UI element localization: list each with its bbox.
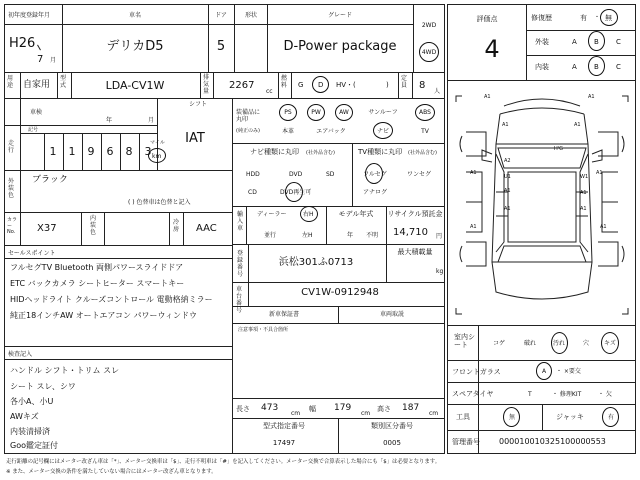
damage-label-5: A2 — [504, 158, 511, 164]
load-unit: kg — [436, 268, 444, 275]
jack-value-circle — [602, 407, 619, 427]
type-approval-label: 型式指定番号 — [263, 422, 305, 430]
sales-points-title: セールスポイント — [8, 250, 56, 257]
mileage-digit-4: 6 — [106, 145, 114, 158]
navi-dvd: DVD — [289, 171, 303, 178]
mileage-digit-6: 3 — [144, 145, 152, 158]
score-label: 評価点 — [476, 15, 498, 23]
damage-label-6: A1 — [470, 170, 477, 176]
interior-label: 内装 — [535, 63, 549, 71]
capacity-label: 定員 — [401, 75, 408, 89]
damage-label-hg: H'G — [554, 146, 564, 152]
capacity-unit: 人 — [434, 88, 441, 95]
mileage-digit-5: 8 — [125, 145, 133, 158]
inspector-line-6: Goo鑑定証付 — [10, 441, 58, 450]
mileage-unit-mile: マイル — [150, 140, 165, 146]
registration-year: H26 — [9, 36, 36, 51]
interior-a: A — [572, 63, 577, 71]
repair-label: 修復歴 — [531, 14, 552, 22]
navi-title: ナビ種類に丸印 — [250, 148, 299, 156]
damage-label-1: A1 — [484, 94, 491, 100]
tools-value: 無 — [509, 414, 516, 421]
seat-burn: コゲ — [493, 340, 506, 347]
registration-month: 7 — [37, 54, 44, 65]
spare-tire-t: T — [528, 391, 532, 398]
length-value: 473 — [261, 403, 279, 413]
model-year-suffix: 年 — [347, 232, 354, 239]
equipment-aw-circle — [335, 104, 353, 121]
model-label: 型式 — [60, 75, 67, 89]
repair-no-circle — [600, 9, 618, 26]
drive-2wd: 2WD — [421, 22, 437, 29]
width-value: 179 — [334, 403, 352, 413]
equipment-pw: PW — [311, 109, 321, 116]
category-label: 類別区分番号 — [371, 422, 413, 430]
mileage-digit-3: 9 — [87, 145, 95, 158]
navi-dvd-playback: DVD再生可 — [280, 189, 312, 196]
exterior-b-circle — [588, 31, 605, 51]
import-dealer: ディーラー — [257, 211, 287, 218]
equipment-sunroof: サンルーフ — [368, 109, 398, 116]
displacement-value: 2267 — [229, 80, 255, 91]
damage-label-15: A1 — [600, 224, 607, 230]
length-label: 長さ — [236, 405, 250, 413]
spare-tire-missing: ・ 欠 — [598, 391, 612, 398]
equipment-abs-circle — [415, 104, 435, 121]
ac-label: 冷房 — [173, 219, 180, 233]
jack-value: 有 — [608, 414, 615, 421]
repair-no: 無 — [605, 14, 612, 22]
score-value: 4 — [484, 35, 500, 63]
inspector-line-1: ハンドル シフト・トリム スレ — [10, 366, 120, 375]
damage-label-13: A1 — [580, 190, 587, 196]
import-label: 輸入車 — [237, 211, 244, 232]
damage-label-2: A1 — [588, 94, 595, 100]
capacity-value: 8 — [419, 80, 426, 91]
mileage-header: 記号 — [28, 127, 39, 133]
seat-tear: 破れ — [524, 340, 537, 347]
category-value: 0005 — [383, 439, 401, 447]
sales-point-line-3: HIDヘッドライト クルーズコントロール 電動格納ミラー — [10, 295, 213, 304]
damage-label-7: U1 — [504, 174, 511, 180]
mileage-label: 走行 — [8, 140, 15, 154]
tv-analog: アナログ — [363, 189, 388, 196]
seat-label: 室内シート — [454, 333, 475, 349]
navi-dvd-playback-circle — [285, 182, 303, 202]
drive-4wd-circle — [419, 42, 439, 62]
navi-cd: CD — [248, 189, 257, 196]
height-unit: cm — [429, 410, 439, 417]
jack-label: ジャッキ — [556, 413, 584, 421]
navi-hdd: HDD — [246, 171, 260, 178]
equipment-ps-circle — [279, 104, 297, 121]
height-value: 187 — [402, 403, 420, 413]
damage-label-14: A1 — [580, 206, 587, 212]
seat-hole: 穴 — [583, 340, 590, 347]
recycle-label: リサイクル預託金 — [387, 210, 443, 218]
tools-value-circle — [503, 407, 520, 427]
plate-label: 登録番号 — [237, 250, 244, 278]
tv-fullseg: フルセグ — [363, 171, 387, 178]
damage-label-8: A1 — [504, 188, 511, 194]
width-unit: cm — [361, 410, 371, 417]
chassis-value: CV1W-0912948 — [301, 287, 379, 298]
fuel-hv: HV・( — [336, 81, 356, 89]
fuel-d-circle — [312, 76, 329, 93]
tv-title: TV種類に丸印 — [358, 148, 403, 156]
sales-point-line-2: ETC バックカメラ シートヒーター スマートキー — [10, 279, 185, 288]
color-label: 外装色 — [8, 178, 15, 199]
load-label: 最大積載量 — [397, 248, 433, 256]
color-value: ブラック — [32, 175, 68, 185]
equipment-tv: TV — [421, 128, 429, 135]
tv-note: (社外品含む) — [408, 150, 437, 156]
exterior-c: C — [616, 38, 621, 46]
exterior-a: A — [572, 38, 577, 46]
inspection-year-label: 年 — [106, 117, 113, 124]
length-unit: cm — [291, 410, 301, 417]
color-change-note: ( ) 色替車は色替と記入 — [128, 199, 191, 206]
name-value: デリカD5 — [106, 39, 164, 54]
month-unit: 月 — [50, 57, 57, 64]
damage-label-10: A1 — [470, 224, 477, 230]
fuel-g: G — [298, 81, 304, 89]
windshield-a: A — [542, 368, 547, 375]
grade-value: D-Power package — [283, 39, 397, 54]
shape-label: 形状 — [244, 12, 258, 19]
equipment-subtitle: (純正のみ) — [236, 128, 260, 134]
equipment-abs: ABS — [419, 109, 431, 116]
inspector-line-2: シート スレ、シワ — [10, 382, 76, 391]
model-year-value: 不明 — [366, 232, 379, 239]
seat-stain: 汚れ — [553, 340, 566, 347]
height-label: 高さ — [377, 405, 391, 413]
seat-stain-circle — [551, 332, 568, 354]
shift-value: IAT — [185, 131, 205, 146]
model-value: LDA-CV1W — [105, 79, 165, 92]
equipment-navi-circle — [373, 122, 393, 139]
windshield-a-circle — [536, 362, 552, 380]
equipment-aw: AW — [339, 109, 349, 116]
fuel-label: 燃料 — [281, 75, 288, 89]
car-diagram — [452, 92, 632, 318]
width-label: 幅 — [309, 405, 316, 413]
inspection-label: 車検 — [30, 109, 43, 116]
shift-label: シフト — [189, 101, 208, 108]
ac-value: AAC — [196, 223, 217, 234]
navi-note: (社外品含む) — [306, 150, 335, 156]
damage-label-12: W1 — [580, 174, 589, 180]
manage-label: 管理番号 — [452, 438, 480, 446]
seat-scratch-circle — [601, 332, 619, 354]
inspection-month-label: 月 — [148, 117, 155, 124]
use-label: 用途 — [7, 75, 14, 89]
registration-label: 初年度登録年月 — [8, 12, 51, 19]
tv-fullseg-circle — [365, 163, 383, 184]
equipment-navi: ナビ — [376, 128, 390, 135]
tools-label: 工具 — [456, 413, 470, 421]
manage-value: 000010010325100000553 — [499, 437, 606, 446]
car-outline-icon — [452, 92, 632, 318]
inspector-title: 検査記入 — [8, 351, 33, 358]
exterior-b: B — [594, 38, 599, 46]
doors-label: ドア — [215, 12, 227, 19]
damage-label-9: A1 — [504, 206, 511, 212]
drive-4wd: 4WD — [421, 49, 437, 56]
interior-b-circle — [588, 56, 605, 76]
tv-oneseg: ワンセグ — [407, 171, 432, 178]
fuel-hv-close: ) — [386, 81, 389, 89]
import-left-handle: 左H — [302, 232, 313, 239]
footer-line-2: ※ また、メーター交換の条件を満たしていない場合にはメーター改ざん車となります。 — [6, 469, 217, 475]
sales-point-line-1: フルセグTV Bluetooth 両側パワースライドドア — [10, 263, 184, 272]
chassis-label: 車台番号 — [236, 286, 243, 314]
model-year-label: モデル年式 — [338, 210, 374, 218]
exterior-label: 外装 — [535, 38, 549, 46]
import-parallel: 並行 — [264, 232, 277, 239]
manual-label: 車両取説 — [379, 311, 405, 318]
spare-tire-label: スペアタイヤ — [452, 390, 494, 398]
equipment-leather: 本革 — [281, 128, 295, 135]
windshield-replace: ・ ×要交 — [556, 368, 581, 375]
grade-label: グレード — [327, 12, 353, 19]
fuel-d: D — [318, 81, 324, 89]
recycle-unit: 円 — [436, 233, 443, 240]
mileage-digit-2: 1 — [68, 145, 76, 158]
damage-label-4: A1 — [574, 122, 581, 128]
repair-yes: 有 — [580, 14, 587, 22]
inspector-line-3: 各小A、小U — [10, 397, 54, 406]
spare-tire-kit: ・ 修理KIT — [552, 391, 582, 398]
mileage-unit-km: km — [152, 153, 162, 160]
displacement-label: 排気量 — [203, 74, 210, 95]
notes-title: 注意事項・不具合箇所 — [238, 327, 289, 333]
import-right-handle: 右H — [303, 211, 314, 218]
damage-label-11: A1 — [596, 170, 603, 176]
warranty-label: 新車保証書 — [268, 311, 300, 318]
inspector-line-4: AWキズ — [10, 412, 39, 421]
color-no-value: X37 — [37, 223, 57, 234]
seat-scratch: キズ — [604, 340, 616, 347]
recycle-value: 14,710 — [393, 227, 428, 238]
color-no-label: カラーNo. — [7, 217, 18, 235]
type-approval-value: 17497 — [272, 439, 296, 447]
use-value: 自家用 — [23, 80, 51, 90]
navi-sd: SD — [326, 171, 335, 178]
mileage-digit-1: 1 — [49, 145, 57, 158]
inspector-line-5: 内装清掃済 — [10, 427, 50, 436]
damage-label-3: A1 — [502, 122, 509, 128]
plate-value: 浜松301ふ0713 — [278, 257, 354, 268]
displacement-unit: cc — [266, 88, 273, 95]
interior-color-label: 内装色 — [90, 215, 97, 236]
name-label: 車名 — [128, 12, 142, 19]
doors-value: 5 — [216, 39, 226, 54]
equipment-title: 装備品に丸印 — [236, 109, 261, 123]
interior-c: C — [616, 63, 621, 71]
import-right-handle-circle — [300, 206, 318, 222]
mileage-km-circle — [148, 148, 166, 163]
sales-point-line-4: 純正18インチAW オートエアコン パワーウィンドウ — [10, 311, 198, 320]
equipment-pw-circle — [307, 104, 325, 121]
windshield-label: フロントガラス — [452, 368, 501, 376]
footer-line-1: 走行距離の記号欄にはメーター改ざん車は「*」、メーター交換車は「$」、走行不明車は「#」を記入してください。メーター交換で合算表示した場合にも「$」は必要となります。 — [6, 459, 441, 465]
equipment-airbag: エアバック — [316, 128, 346, 135]
interior-b: B — [594, 63, 599, 71]
equipment-ps: PS — [284, 109, 292, 116]
